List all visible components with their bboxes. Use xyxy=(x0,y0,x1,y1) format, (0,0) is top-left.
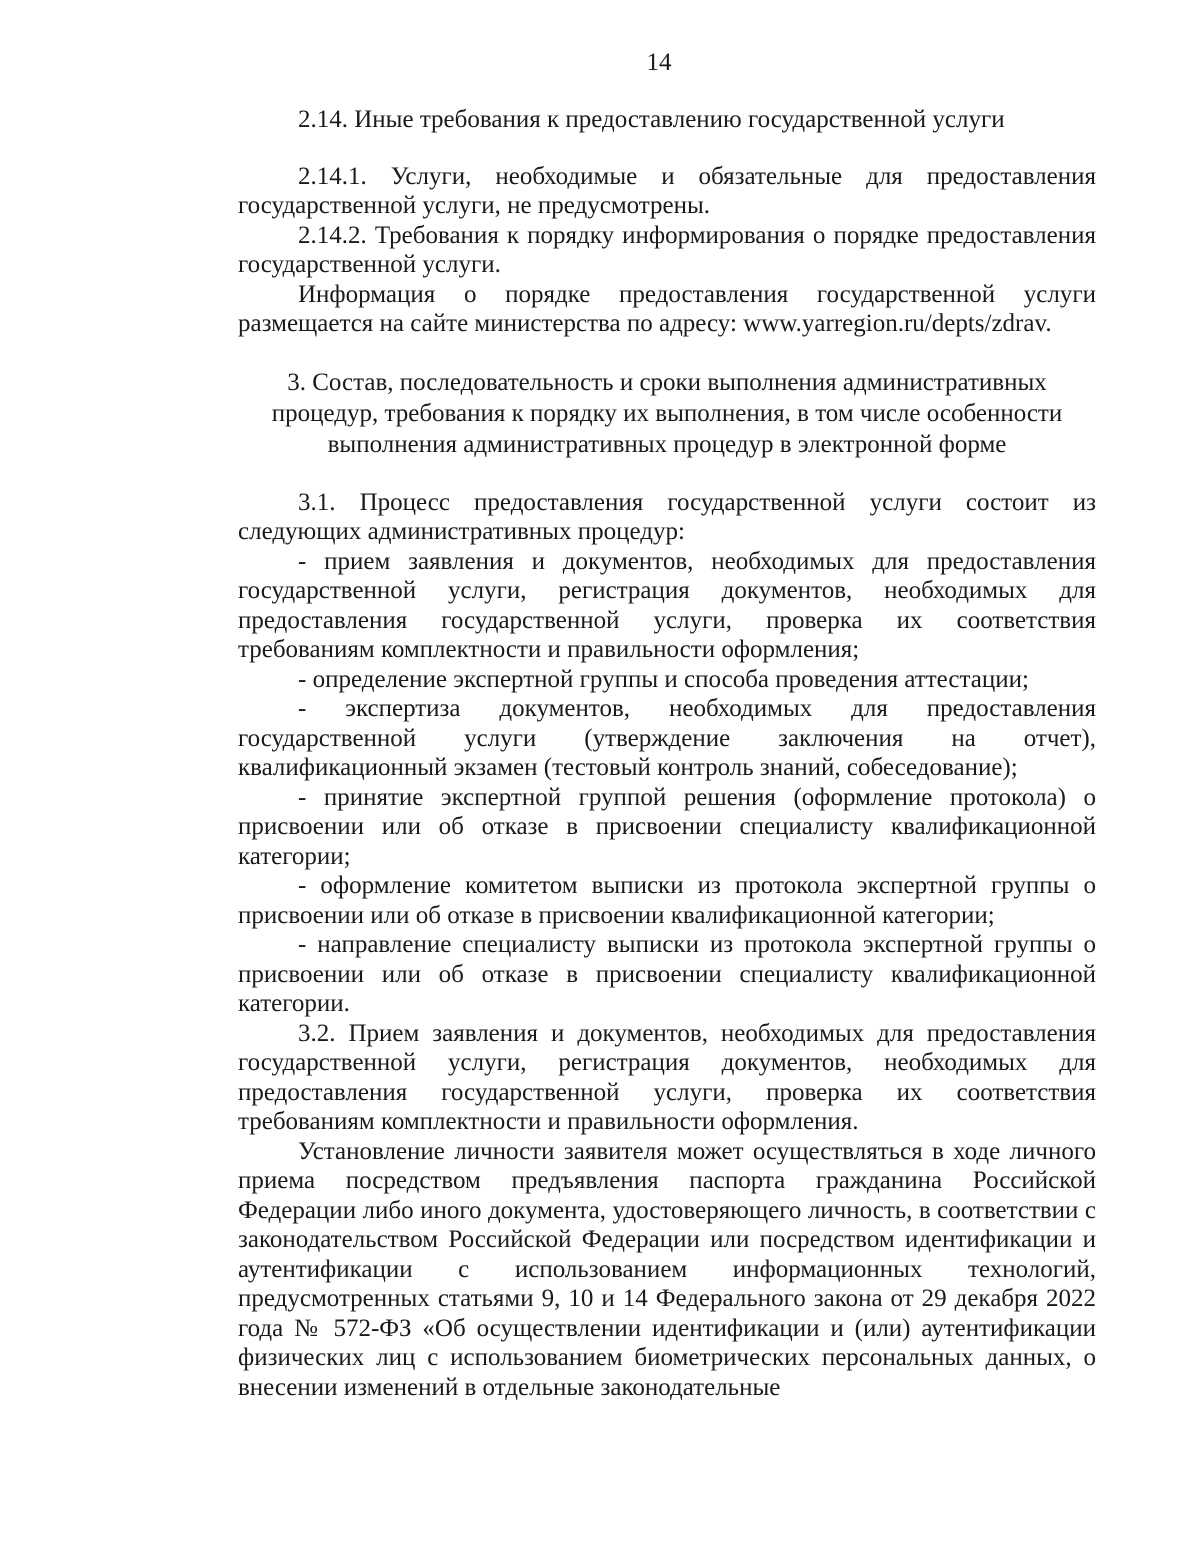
paragraph-2-14-2: 2.14.2. Требования к порядку информирования о порядке предоставления государственной услуги. xyxy=(238,221,1096,278)
list-item-procedure: - определение экспертной группы и способа проведения аттестации; xyxy=(298,665,1029,693)
section-2-14-heading: 2.14. Иные требования к предоставлению государственной услуги xyxy=(298,106,1005,133)
list-item-procedure: - экспертиза документов, необходимых для предоставления государственной услуги (утверждение заключения на отчет), квалификационный экзамен (тестовый контроль знаний, собеседование); xyxy=(238,695,1096,781)
page-number: 14 xyxy=(646,49,672,76)
section-3-heading-line: процедур, требования к порядку их выполнения, в том числе особенности xyxy=(271,399,1063,427)
section-3-heading-line: 3. Состав, последовательность и сроки выполнения административных xyxy=(287,368,1047,396)
list-item-procedure: - оформление комитетом выписки из протокола экспертной группы о присвоении или об отказе в присвоении квалификационной категории; xyxy=(238,872,1096,929)
list-item-procedure: - принятие экспертной группой решения (оформление протокола) о присвоении или об отказе в присвоении специалисту квалификационной категории; xyxy=(238,783,1096,870)
paragraph-info-website: Информация о порядке предоставления государственной услуги размещается на сайте министерства по адресу: www.yarregion.ru/depts/zdrav. xyxy=(238,280,1096,337)
paragraph-3-1: 3.1. Процесс предоставления государственной услуги состоит из следующих административных процедур: xyxy=(238,488,1096,545)
paragraph-identity-verification: Установление личности заявителя может осуществляться в ходе личного приема посредством предъявления паспорта гражданина Российской Федерации либо иного документа, удостоверяющего личность, в соответствии с законодательством Российской Федерации или посредством идентификации и аутентификации с использованием информационных технологий, предусмотренных статьями 9, 10 и 14 Федерального закона от 29 декабря 2022 года № 572-ФЗ «Об осуществлении идентификации и (или) аутентификации физических лиц с использованием биометрических персональных данных, о внесении изменений в отдельные законодательные xyxy=(238,1137,1096,1401)
list-item-procedure: - направление специалисту выписки из протокола экспертной группы о присвоении или об отказе в присвоении специалисту квалификационной категории. xyxy=(238,931,1096,1017)
list-item-procedure: - прием заявления и документов, необходимых для предоставления государственной услуги, регистрация документов, необходимых для предоставления государственной услуги, проверка их соответствия требованиям комплектности и правильности оформления; xyxy=(238,547,1096,663)
paragraph-3-2: 3.2. Прием заявления и документов, необходимых для предоставления государственной услуги, регистрация документов, необходимых для предоставления государственной услуги, проверка их соответствия требованиям комплектности и правильности оформления. xyxy=(238,1019,1096,1135)
section-3-heading xyxy=(238,367,1096,460)
document-body xyxy=(238,105,1096,1402)
section-3-heading-line: выполнения административных процедур в электронной форме xyxy=(327,430,1007,458)
paragraph-2-14-1: 2.14.1. Услуги, необходимые и обязательные для предоставления государственной услуги, не предусмотрены. xyxy=(238,162,1096,219)
